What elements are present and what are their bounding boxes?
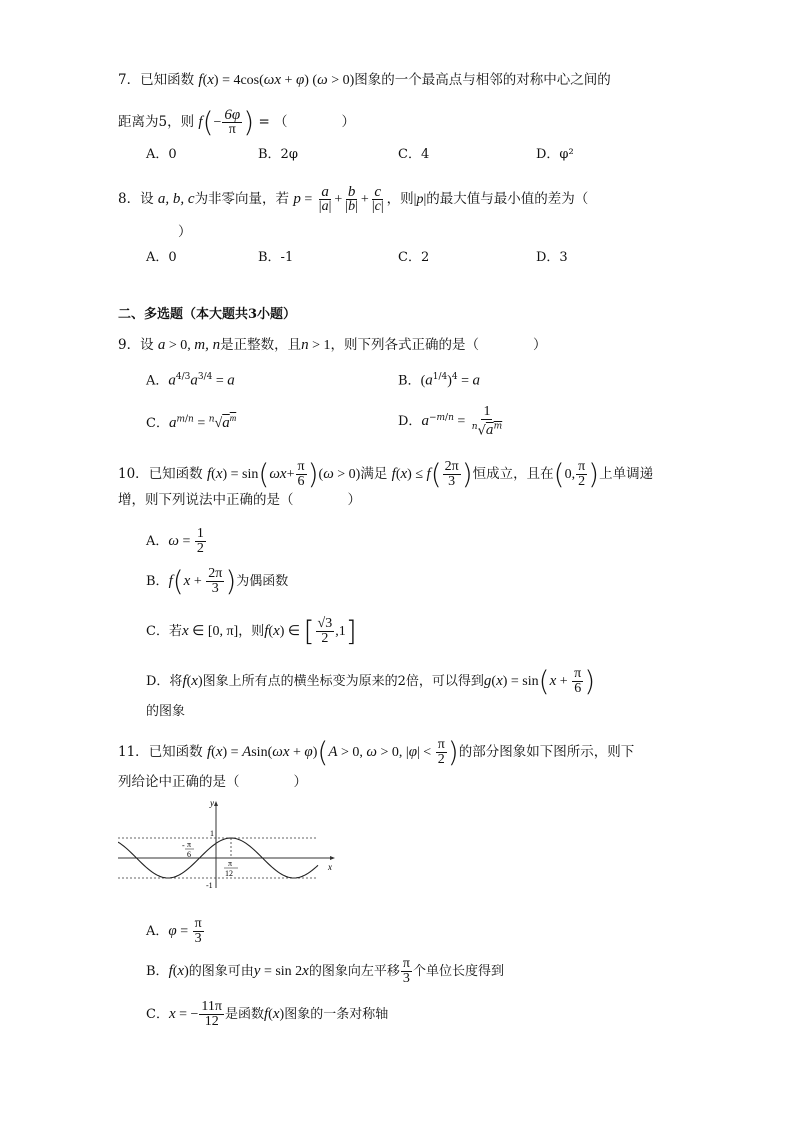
q10-option-a: A．ω = $\frac{1}{2}$ <box>146 526 204 556</box>
right-tick-num: π <box>228 859 233 868</box>
q9-option-c: C．$a^{m/n} = ^n√a^m$ <box>146 413 237 431</box>
q11-line-2: 列给论中正确的是（ ） <box>118 774 307 790</box>
q7-line-1: 7．已知函数 f(x) = 4cos(ωx + φ) (ω > 0)图象的一个最高点与相邻的对称中心之间的 <box>118 72 611 88</box>
q9-option-b: B．$(a^{1/4})^4 = a$ <box>398 372 481 389</box>
y-axis-label: y <box>210 800 214 808</box>
sine-graph <box>118 800 338 890</box>
q7-line-2: 距离为5，则 f(− $\frac{6\varphi}{\pi}$ ) = （ ） <box>118 105 356 139</box>
q11-line-1: 11．已知函数 f(x) = Asin(ωx + φ)(A > 0, ω > 0, |φ| < $\frac{\pi}{2}$ )的部分图象如下图所示，则下 <box>118 735 635 769</box>
left-tick-den: 6 <box>187 850 191 859</box>
q9-option-d: D．$a^{-m/n}$ = $\frac{1}{^n√a^m}$ <box>398 404 503 439</box>
y-neg-one-label: -1 <box>206 881 213 890</box>
q7-option-a: A．0 <box>146 147 177 162</box>
left-tick-num: π <box>187 840 192 849</box>
q10-line-1: 10．已知函数 f(x) = sin(ωx+ $\frac{\pi}{6}$ )(ω > 0)满足 f(x) ≤ f( $\frac{2\pi}{3}$ )恒成立，且在(0, $\frac{\pi}{2}$ )上单调递 <box>118 457 654 491</box>
q11-option-b: B．f(x)的图象可由y = sin 2x的图象向左平移 $\frac{\pi}{3}$ 个单位长度得到 <box>146 956 504 986</box>
q10-option-c: C．若x ∈ [0, π]，则f(x) ∈ [ $\frac{√3}{2}$ ,1] <box>146 614 357 648</box>
q9-stem: 9．设 a > 0, m, n是正整数，且n > 1，则下列各式正确的是（ ） <box>118 337 547 353</box>
q7-function: f <box>198 72 203 88</box>
q10-option-d: D．将f(x)图象上所有点的横坐标变为原来的2倍，可以得到g(x) = sin(x + $\frac{\pi}{6}$ ) <box>146 664 596 698</box>
q8-option-c: C．2 <box>398 250 430 265</box>
y-axis-arrow <box>214 801 218 806</box>
q7-option-c: C．4 <box>398 147 430 162</box>
q8-option-b: B．-1 <box>258 250 294 265</box>
q10-line-2: 增，则下列说法中正确的是（ ） <box>118 492 361 508</box>
q11-option-c: C．x = − $\frac{11\pi}{12}$ 是函数f(x)图象的一条对称轴 <box>146 999 389 1029</box>
q8-option-a: A．0 <box>146 250 177 265</box>
q10-option-d-tail: 的图象 <box>146 704 186 719</box>
q10-option-b: B．f(x + $\frac{2\pi}{3}$ )为偶函数 <box>146 564 289 598</box>
right-tick-den: 12 <box>225 869 233 878</box>
q11-option-a: A．φ = $\frac{\pi}{3}$ <box>146 916 202 946</box>
left-tick-sign: - <box>182 841 185 850</box>
x-axis-arrow <box>330 856 335 860</box>
q8-line-1: 8．设 a, b, c为非零向量，若 p = $\frac{a}{|a|}$ + $\frac{b}{|b|}$ + $\frac{c}{|c|}$ ，则|p|的最大值与最小值的差为（ <box>118 184 589 214</box>
x-axis-label: x <box>328 862 332 872</box>
y-one-label: 1 <box>210 829 214 838</box>
q8-option-d: D．3 <box>536 250 568 265</box>
q8-line-2: ） <box>178 224 192 240</box>
q7-option-b: B．2φ <box>258 147 298 162</box>
q7-option-d: D．φ² <box>536 147 574 162</box>
section-heading: 二、多选题（本大题共3小题） <box>118 307 297 322</box>
q9-option-a: A．$a^{4/3}a^{3/4} = a$ <box>146 372 235 389</box>
